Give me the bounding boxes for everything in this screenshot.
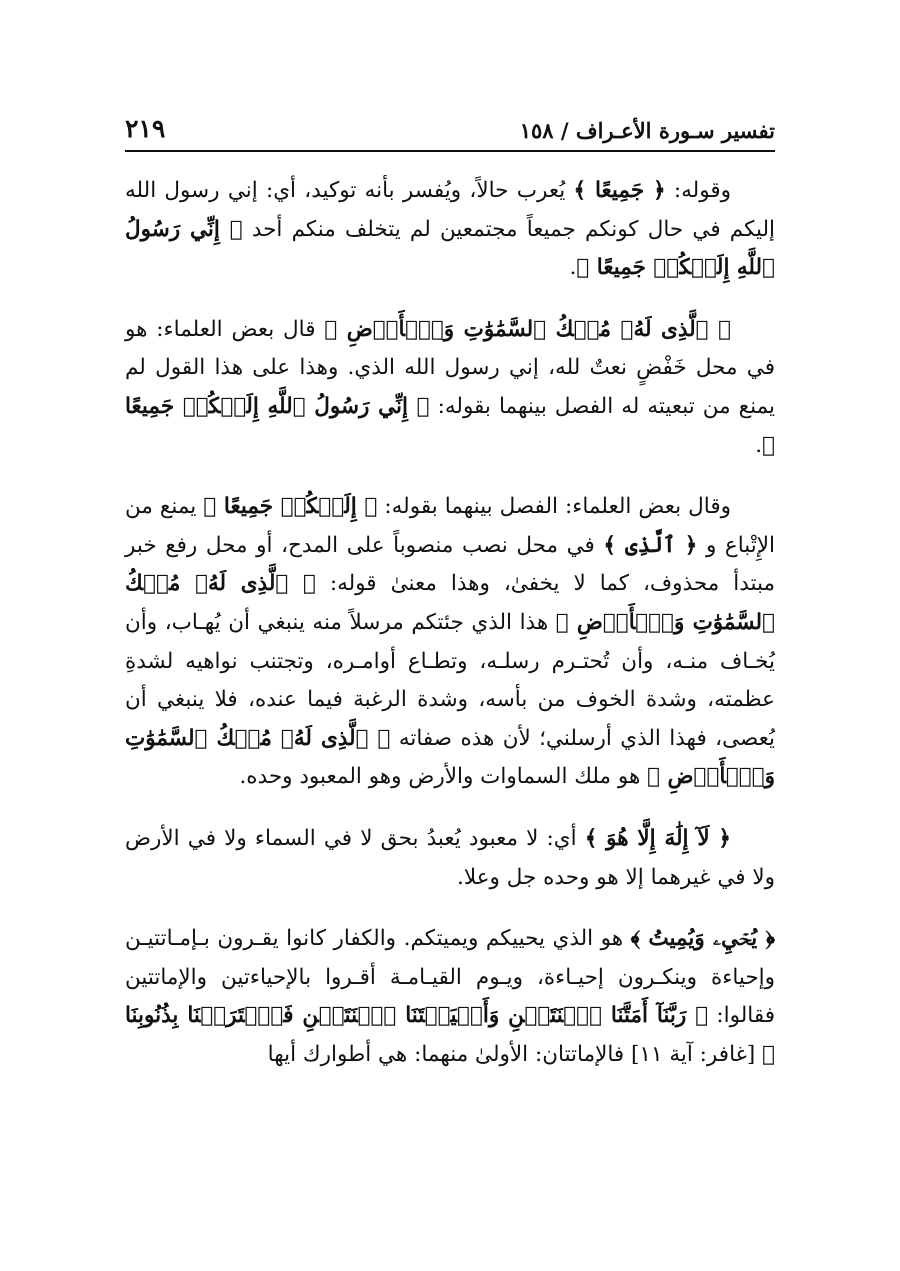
text-segment: . bbox=[569, 255, 577, 281]
quran-quote: ﴿ ٱلَّذِى لَهُۥ مُلۡكُ ٱلسَّمَٰوَٰتِ وَٱلۡأَرۡضِ ﴾ bbox=[125, 571, 775, 635]
text-segment: قال بعض العلماء: هو في محل خَفْضٍ نعتٌ لله، إني رسول الله الذي. وهذا على هذا القول لم يمنع من تبعيته له الفصل بينهما بقوله: bbox=[125, 316, 775, 419]
quran-quote: ﴿ يُحۡيِۦ وَيُمِيتُ ﴾ bbox=[630, 926, 775, 952]
text-segment: هو ملك السماوات والأرض وهو المعبود وحده. bbox=[239, 764, 648, 790]
text-segment: أي: لا معبود يُعبدُ بحق لا في السماء ولا في الأرض ولا في غيرهما إلا هو وحده جل وعلا. bbox=[125, 825, 775, 890]
quran-quote: ﴿ ٱلَّذِى لَهُۥ مُلۡكُ ٱلسَّمَٰوَٰتِ وَٱلۡأَرۡضِ ﴾ bbox=[324, 316, 731, 342]
quran-quote: ﴿ لَآ إِلَٰهَ إِلَّا هُوَ ﴾ bbox=[584, 825, 731, 851]
paragraph bbox=[125, 311, 775, 465]
paragraph bbox=[125, 488, 775, 797]
running-title: تفسير سـورة الأعـراف / ١٥٨ bbox=[519, 118, 775, 143]
text-segment: يمنع من الإِتْباع و bbox=[125, 494, 776, 558]
text-segment: يُعرب حالاً، ويُفسر بأنه توكيد، أي: إني رسول الله إليكم في حال كونكم جميعاً مجتمعين لم يتخلف منكم أحد bbox=[125, 178, 776, 242]
quran-quote: ﴿ إِلَيۡكُمۡ جَمِيعًا ﴾ bbox=[203, 494, 378, 520]
paragraph bbox=[125, 820, 775, 897]
paragraph bbox=[125, 172, 775, 288]
text-segment: [غافر: آية ١١] فالإماتتان: الأولىٰ منهما: هي أطوارك أيها bbox=[267, 1041, 763, 1067]
quran-quote: ﴿ إِنِّي رَسُولُ ٱللَّهِ إِلَيۡكُمۡ جَمِيعًا ﴾ bbox=[125, 216, 775, 281]
header-rule bbox=[125, 150, 775, 152]
body-text bbox=[125, 172, 775, 1097]
page-header bbox=[125, 112, 775, 152]
text-segment: هذا الذي جئتكم مرسلاً منه ينبغي أن يُهـاب، وأن يُخـاف منـه، وأن تُحتـرم رسلـه، وتطـاع أوامـره، وتجتنب نواهيه لشدةِ عظمته، وشدة الخوف من بأسه، وشدة الرغبة فيما عنده، فلا ينبغي أن يُعصى، فهذا الذي أرسلني؛ لأن هذه صفاته bbox=[125, 609, 775, 751]
text-segment: . bbox=[755, 432, 763, 458]
quran-quote: ﴿ ٱلَّذِى ﴾ bbox=[603, 532, 698, 558]
quran-quote: ﴿ إِنِّي رَسُولُ ٱللَّهِ إِلَيۡكُمۡ جَمِيعًا ﴾ bbox=[125, 393, 775, 458]
text-segment: في محل نصب منصوباً على المدح، أو محل رفع خبر مبتدأ محذوف، كما لا يخفىٰ، وهذا معنىٰ قوله: bbox=[125, 532, 775, 597]
quran-quote: ﴿ ٱلَّذِى لَهُۥ مُلۡكُ ٱلسَّمَٰوَٰتِ وَٱلۡأَرۡضِ ﴾ bbox=[125, 725, 775, 790]
text-segment: هو الذي يحييكم ويميتكم. والكفار كانوا يقـرون بـإمـاتتيـن وإحياءة وينكـرون إحيـاءة، ويـوم القيـامـة أقـروا بالإحياءتين والإماتتين فقالوا: bbox=[125, 926, 775, 1029]
text-segment: وقال بعض العلماء: الفصل بينهما بقوله: bbox=[377, 494, 731, 520]
page-number: ٢١٩ bbox=[125, 114, 166, 143]
quran-quote: ﴿ رَبَّنَآ أَمَتَّنَا ٱثۡنَتَيۡنِ وَأَحۡيَيۡتَنَا ٱثۡنَتَيۡنِ فَٱعۡتَرَفۡنَا بِذُنُوبِنَا ﴾ bbox=[125, 1003, 775, 1067]
paragraph bbox=[125, 920, 775, 1074]
quran-quote: ﴿ جَمِيعًا ﴾ bbox=[573, 178, 666, 203]
text-segment: وقوله: bbox=[665, 178, 731, 203]
